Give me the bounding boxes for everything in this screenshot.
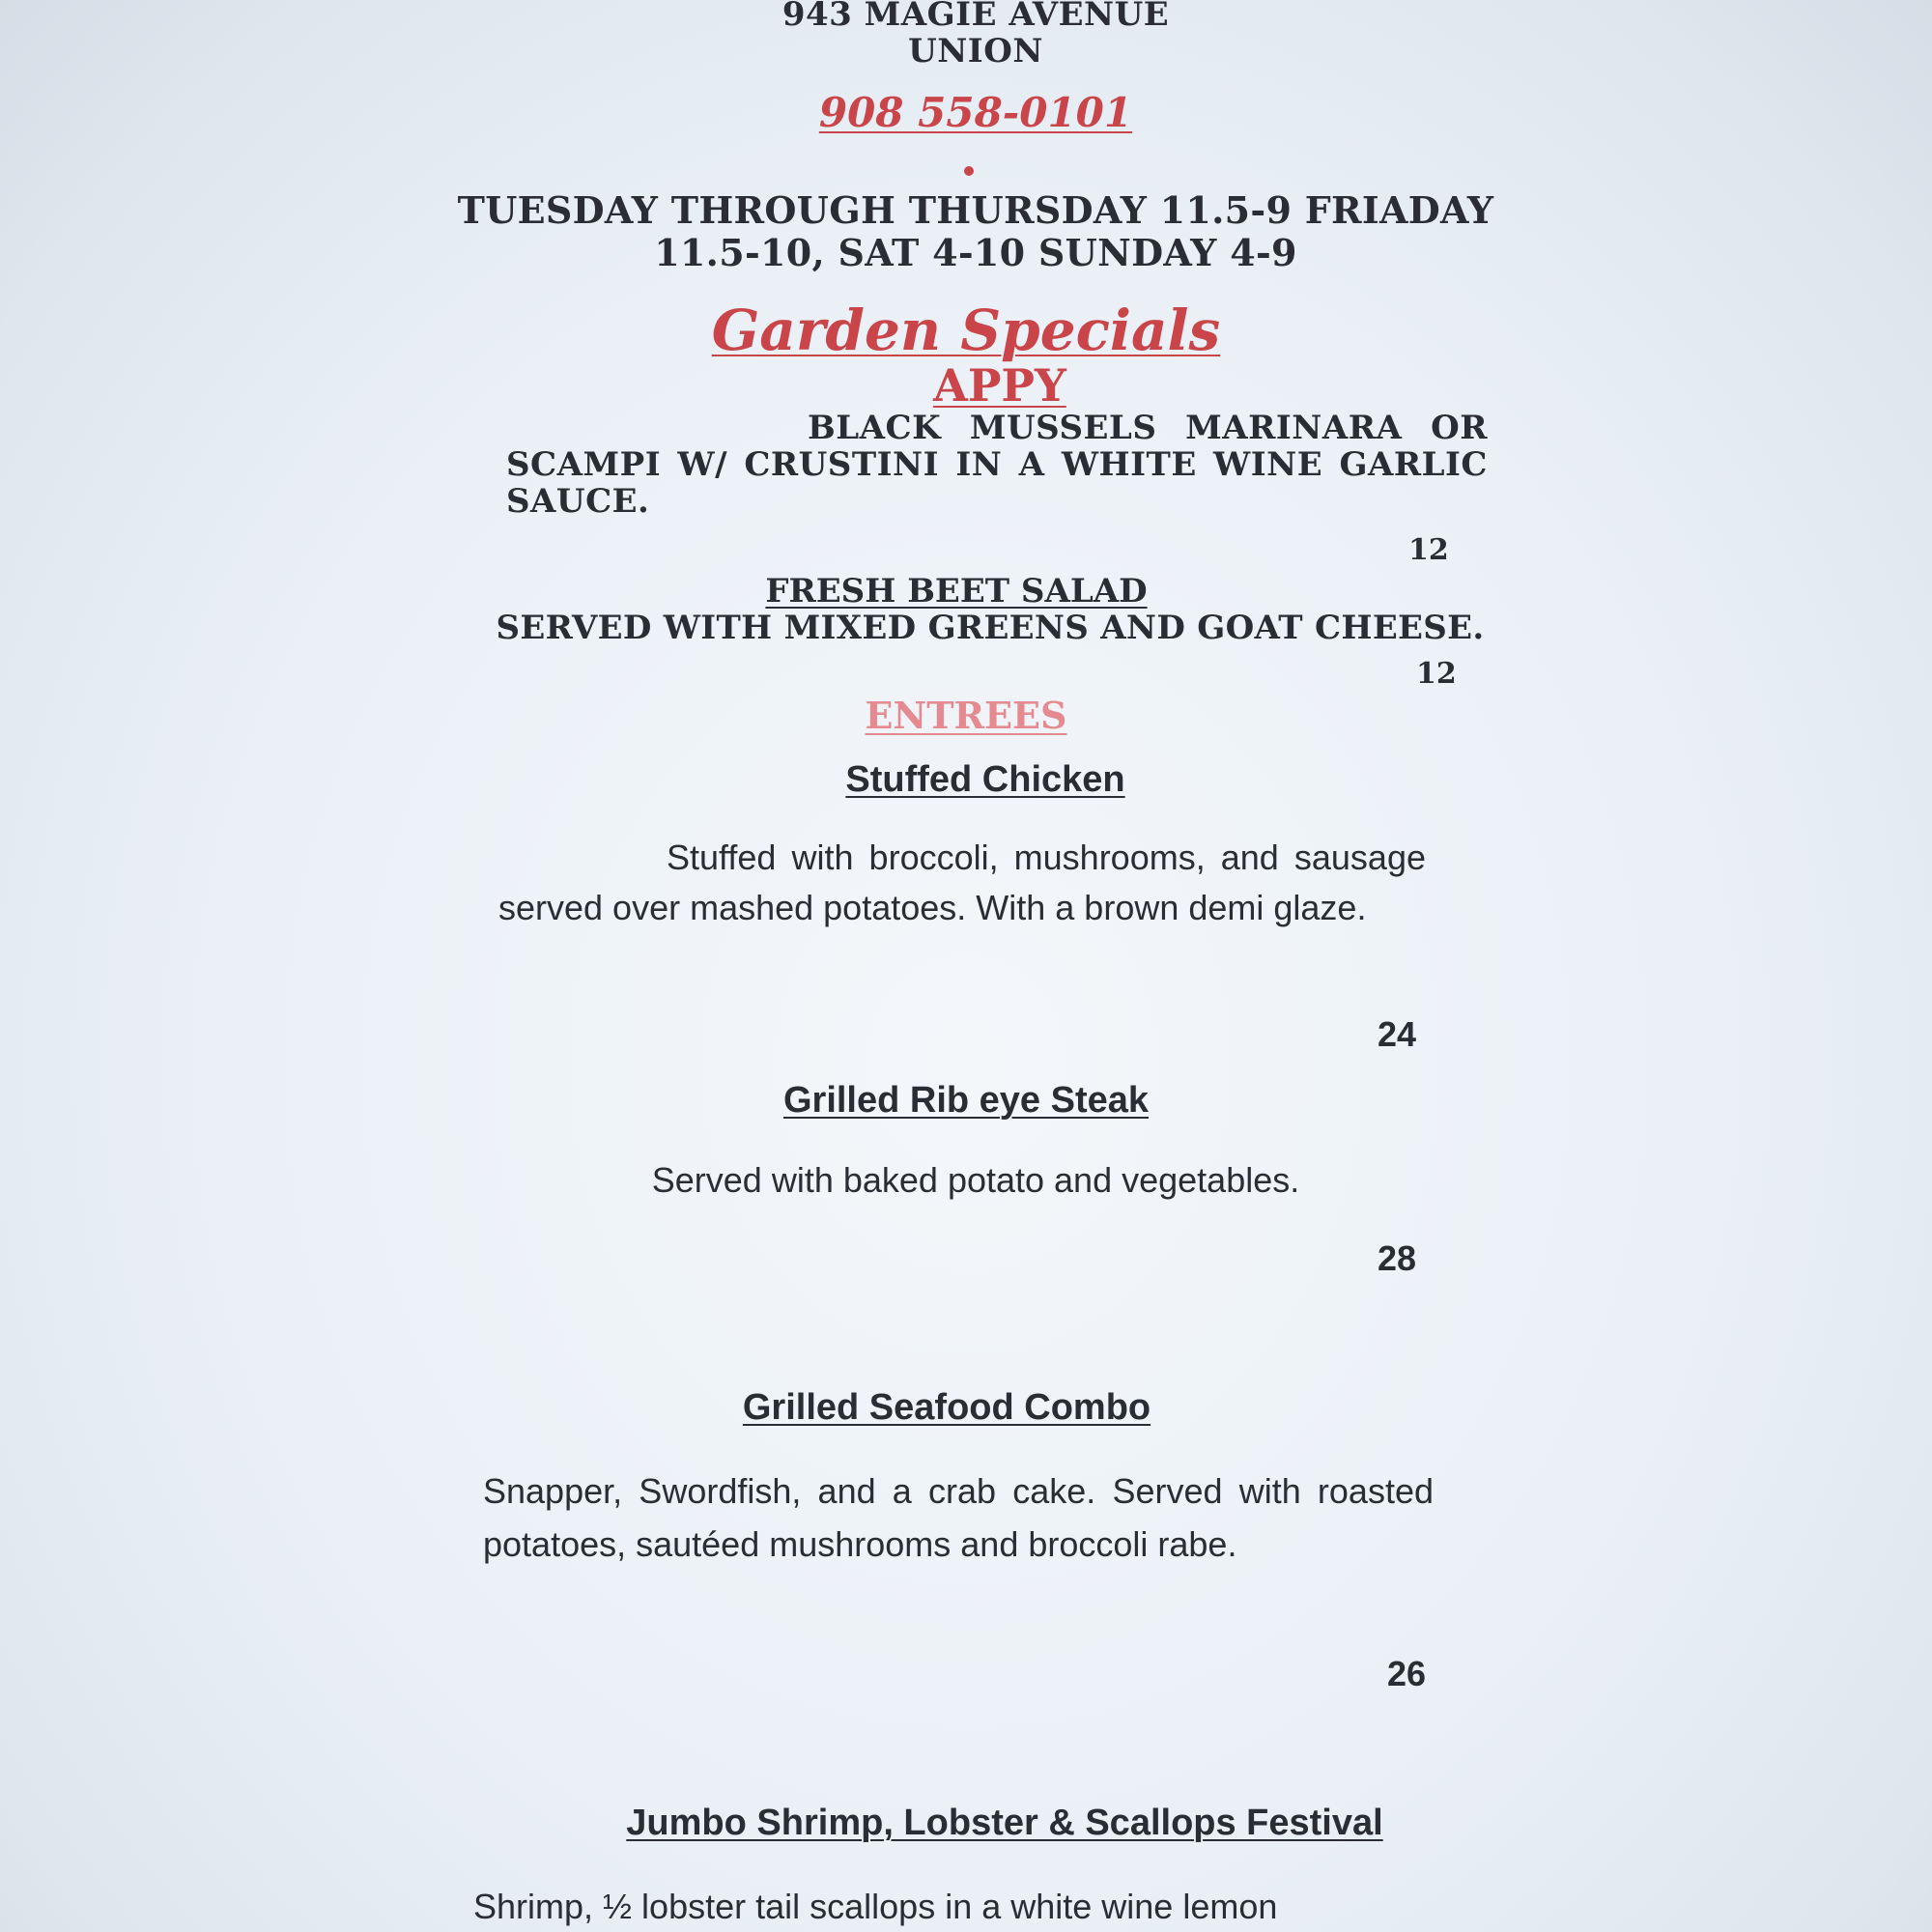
hours-line-2: 11.5-10, SAT 4-10 SUNDAY 4-9 (654, 231, 1297, 274)
appy-item-beet-salad-description: SERVED WITH MIXED GREENS AND GOAT CHEESE. (496, 609, 1485, 647)
entree-seafood-combo-price: 26 (1387, 1654, 1427, 1693)
address-line-2: UNION (908, 32, 1043, 71)
appy-item-mussels-description: BLACK MUSSELS MARINARA OR SCAMPI W/ CRUSTINI IN A WHITE WINE GARLIC SAUCE. (506, 409, 1488, 521)
entrees-heading: ENTREES (865, 694, 1067, 737)
appy-item-mussels-price: 12 (1408, 533, 1449, 567)
entree-stuffed-chicken-name: Stuffed Chicken (845, 759, 1125, 800)
entree-rib-eye-price: 28 (1378, 1238, 1417, 1278)
appy-item-beet-salad-price: 12 (1416, 657, 1457, 691)
entree-seafood-combo-name: Grilled Seafood Combo (742, 1387, 1151, 1428)
entree-stuffed-chicken-price: 24 (1378, 1014, 1417, 1054)
appy-item-beet-salad-name: FRESH BEET SALAD (765, 572, 1148, 611)
entree-stuffed-chicken-description: Stuffed with broccoli, mushrooms, and sausage served over mashed potatoes. With a brown demi glaze. (498, 838, 1426, 927)
entree-seafood-festival-name: Jumbo Shrimp, Lobster & Scallops Festival (626, 1803, 1383, 1843)
specials-title: Garden Specials (711, 298, 1221, 363)
hours-line-1: TUESDAY THROUGH THURSDAY 11.5-9 FRIADAY (457, 188, 1494, 232)
phone-number: 908 558-0101 (818, 89, 1133, 136)
entree-seafood-combo-description: Snapper, Swordfish, and a crab cake. Served with roasted potatoes, sautéed mushrooms and broccoli rabe. (483, 1471, 1434, 1564)
entree-rib-eye-description: Served with baked potato and vegetables. (651, 1160, 1300, 1200)
entree-seafood-festival-description: Shrimp, ½ lobster tail scallops in a white wine lemon (473, 1887, 1278, 1926)
entree-rib-eye-name: Grilled Rib eye Steak (782, 1080, 1150, 1121)
address-line-1: 943 MAGIE AVENUE (781, 0, 1170, 34)
decorative-dot (964, 166, 974, 176)
appy-heading: APPY (933, 359, 1066, 412)
